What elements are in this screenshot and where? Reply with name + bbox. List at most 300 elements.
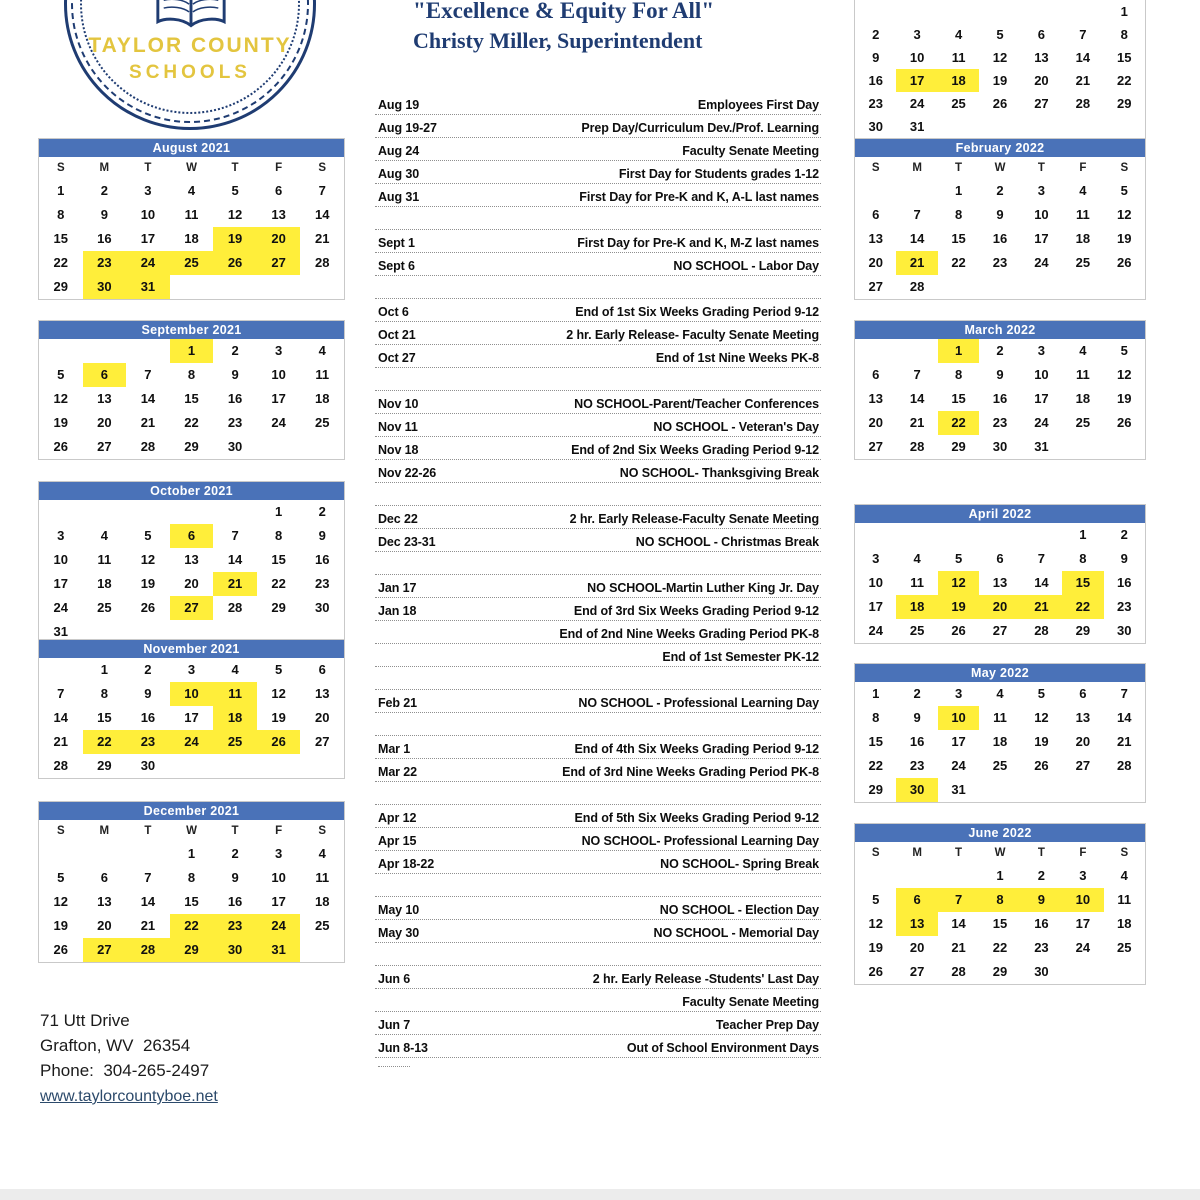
- event-date: Sept 1: [378, 236, 415, 250]
- day-cell: 10: [1034, 207, 1049, 222]
- calendar-week-row: [855, 523, 1145, 547]
- day-cell: 6: [1079, 686, 1087, 701]
- day-cell: 19: [140, 576, 156, 591]
- day-cell-highlighted: 18: [938, 69, 979, 92]
- weekday-label: S: [56, 162, 65, 174]
- website-link[interactable]: www.taylorcountyboe.net: [40, 1088, 218, 1105]
- day-cell: 3: [872, 551, 880, 566]
- day-cell-highlighted: 8: [979, 888, 1020, 912]
- right-column: [854, 0, 1146, 1000]
- calendar-week-row: [855, 251, 1145, 275]
- event-row: [375, 828, 821, 851]
- day-cell: 12: [53, 894, 69, 909]
- day-cell: [1062, 778, 1103, 802]
- day-cell: 31: [909, 119, 925, 134]
- event-row: [375, 506, 821, 529]
- day-cell-highlighted: 6: [170, 524, 214, 548]
- event-date: Aug 24: [378, 144, 420, 158]
- weekday-label: S: [871, 847, 880, 859]
- day-cell: 18: [1075, 391, 1091, 406]
- day-cell: [1021, 523, 1062, 547]
- superintendent-name: Christy Miller, Superintendent: [413, 28, 703, 53]
- day-cell: 12: [140, 552, 156, 567]
- day-cell-highlighted: 30: [213, 938, 257, 962]
- day-cell: 14: [1075, 50, 1091, 65]
- day-cell: 1: [1120, 4, 1128, 19]
- weekday-label: T: [955, 162, 963, 174]
- day-cell-highlighted: 23: [126, 730, 170, 754]
- calendar-week-row: [39, 682, 344, 706]
- day-cell: 4: [954, 27, 963, 42]
- day-cell: 16: [227, 894, 243, 909]
- day-cell: [979, 523, 1020, 547]
- day-cell: [896, 179, 937, 203]
- month-title: December 2021: [39, 802, 344, 820]
- event-description: NO SCHOOL - Christmas Break: [635, 535, 819, 549]
- day-cell: 27: [1075, 758, 1091, 773]
- day-cell-highlighted: 30: [896, 778, 937, 802]
- day-cell-highlighted: 20: [257, 227, 301, 251]
- day-cell-highlighted: 10: [1062, 888, 1103, 912]
- day-cell: 25: [314, 415, 330, 430]
- day-cell: 17: [1075, 916, 1091, 931]
- day-cell: 12: [1117, 367, 1132, 382]
- day-cell: 29: [53, 279, 69, 294]
- day-cell: [126, 842, 170, 866]
- day-cell: 15: [951, 231, 966, 246]
- day-cell: 25: [1075, 415, 1091, 430]
- event-description: NO SCHOOL- Thanksgiving Break: [619, 466, 819, 480]
- day-cell-highlighted: 24: [126, 251, 170, 275]
- month-may-2022: [854, 663, 1146, 803]
- day-cell: 24: [271, 415, 286, 430]
- day-cell: 7: [144, 870, 152, 885]
- day-cell: 28: [951, 964, 966, 979]
- day-cell: 30: [1117, 623, 1132, 638]
- day-cell: 15: [184, 894, 199, 909]
- district-header: [375, 0, 821, 54]
- day-cell: 5: [144, 528, 152, 543]
- event-date: Jun 8-13: [378, 1041, 428, 1055]
- weekday-label: T: [231, 162, 239, 174]
- day-cell: 20: [909, 940, 925, 955]
- day-cell: 9: [318, 528, 326, 543]
- weekday-label: M: [99, 825, 110, 837]
- day-cell: 2: [913, 686, 921, 701]
- event-description: End of 2nd Six Weeks Grading Period 9-12: [571, 443, 819, 457]
- day-cell: 7: [318, 183, 326, 198]
- day-cell: [39, 500, 83, 524]
- day-cell: [1062, 0, 1103, 23]
- day-cell: [83, 339, 127, 363]
- day-cell: 9: [996, 207, 1004, 222]
- event-description: Faculty Senate Meeting: [682, 995, 819, 1009]
- calendar-week-row: [39, 938, 344, 962]
- day-cell: 2: [872, 27, 880, 42]
- day-cell: [39, 339, 83, 363]
- day-cell: 12: [53, 391, 69, 406]
- day-cell: 1: [187, 846, 196, 861]
- day-cell-highlighted: 24: [257, 914, 301, 938]
- day-cell: 26: [53, 439, 69, 454]
- day-cell: 13: [1075, 710, 1091, 725]
- day-cell: 1: [275, 504, 283, 519]
- day-cell: 7: [1120, 686, 1128, 701]
- event-spacer-row: [375, 943, 821, 966]
- event-spacer-row: [375, 713, 821, 736]
- weekday-label: W: [186, 162, 197, 174]
- month-title: October 2021: [39, 482, 344, 500]
- event-description: NO SCHOOL- Spring Break: [660, 857, 819, 871]
- day-cell: [1062, 960, 1103, 984]
- day-cell: 20: [184, 576, 199, 591]
- day-cell: 5: [954, 551, 963, 566]
- day-cell: 15: [951, 391, 966, 406]
- calendar-week-row: [855, 411, 1145, 435]
- month-title: June 2022: [855, 824, 1145, 842]
- day-cell-highlighted: 22: [1062, 595, 1103, 619]
- day-cell: 20: [1075, 734, 1091, 749]
- day-cell: 6: [872, 367, 880, 382]
- day-cell-highlighted: 27: [83, 938, 127, 962]
- event-date: May 30: [378, 926, 420, 940]
- day-cell: 4: [318, 846, 326, 861]
- calendar-week-row: [855, 547, 1145, 571]
- event-spacer-row: [375, 782, 821, 805]
- day-cell: [1104, 275, 1145, 299]
- day-cell: 14: [227, 552, 243, 567]
- day-cell: 16: [314, 552, 330, 567]
- day-cell: 7: [913, 207, 921, 222]
- event-description: NO SCHOOL-Parent/Teacher Conferences: [574, 397, 819, 411]
- day-cell-highlighted: 26: [257, 730, 301, 754]
- day-cell: 11: [993, 710, 1007, 725]
- event-row: [375, 322, 821, 345]
- day-cell: 26: [1117, 255, 1132, 270]
- month-title: November 2021: [39, 640, 344, 658]
- weekday-label: S: [1120, 162, 1129, 174]
- day-cell: 19: [1034, 734, 1049, 749]
- day-cell: 12: [1117, 207, 1132, 222]
- day-cell-highlighted: 28: [126, 938, 170, 962]
- event-row: [375, 920, 821, 943]
- day-cell: 13: [97, 391, 112, 406]
- event-row: [375, 138, 821, 161]
- event-row: [375, 345, 821, 368]
- month-february-2022: [854, 138, 1146, 300]
- day-cell-highlighted: 29: [170, 938, 214, 962]
- event-date: Oct 27: [378, 351, 416, 365]
- day-cell: 16: [97, 231, 112, 246]
- calendar-week-row: [39, 914, 344, 938]
- day-cell: 19: [53, 918, 69, 933]
- event-row: [375, 736, 821, 759]
- day-cell: [213, 754, 257, 778]
- calendar-week-row: [855, 363, 1145, 387]
- event-date: Nov 10: [378, 397, 419, 411]
- day-cell: [300, 435, 344, 459]
- day-cell-highlighted: 31: [126, 275, 170, 299]
- calendar-week-row: [855, 227, 1145, 251]
- day-cell: [126, 500, 170, 524]
- day-cell: [83, 842, 127, 866]
- day-cell-highlighted: 19: [213, 227, 257, 251]
- event-spacer-row: [375, 483, 821, 506]
- day-cell-highlighted: 17: [896, 69, 937, 92]
- day-cell: [896, 864, 937, 888]
- day-cell: 30: [1034, 964, 1049, 979]
- day-cell: [83, 500, 127, 524]
- day-cell: 22: [184, 415, 199, 430]
- day-cell: 21: [1117, 734, 1132, 749]
- day-cell: 26: [1117, 415, 1132, 430]
- weekday-label: S: [318, 825, 327, 837]
- day-cell: 3: [1037, 343, 1046, 358]
- event-spacer-row: [375, 276, 821, 299]
- day-cell: [896, 0, 937, 23]
- event-description: 2 hr. Early Release -Students' Last Day: [592, 972, 819, 986]
- district-motto: "Excellence & Equity For All": [413, 0, 715, 23]
- day-cell: 15: [184, 391, 199, 406]
- day-cell: 31: [951, 782, 966, 797]
- day-cell: [855, 523, 896, 547]
- day-cell: 30: [314, 600, 330, 615]
- day-cell-highlighted: 23: [213, 914, 257, 938]
- calendar-week-row: [855, 888, 1145, 912]
- day-cell: [979, 0, 1020, 23]
- day-cell: 14: [140, 894, 156, 909]
- day-cell: [896, 339, 937, 363]
- calendar-week-row: [855, 435, 1145, 459]
- day-cell: 10: [271, 367, 286, 382]
- calendar-week-row: [855, 0, 1145, 23]
- day-cell: 13: [271, 207, 286, 222]
- day-cell: 24: [909, 96, 925, 111]
- weekday-label: S: [56, 825, 65, 837]
- event-row: [375, 851, 821, 874]
- day-cell: 7: [1037, 551, 1046, 566]
- day-cell-highlighted: 23: [83, 251, 127, 275]
- event-row: [375, 897, 821, 920]
- day-cell-highlighted: 26: [213, 251, 257, 275]
- day-cell: 11: [315, 367, 330, 382]
- day-cell: 10: [909, 50, 925, 65]
- day-cell: [1062, 435, 1103, 459]
- day-cell: 27: [97, 439, 112, 454]
- event-date: Oct 6: [378, 305, 409, 319]
- day-cell-highlighted: 21: [896, 251, 937, 275]
- day-cell: 31: [1034, 439, 1049, 454]
- day-cell: 27: [992, 623, 1008, 638]
- day-cell: [938, 523, 979, 547]
- day-cell: 20: [97, 415, 112, 430]
- month-title: September 2021: [39, 321, 344, 339]
- day-cell: 25: [97, 600, 112, 615]
- day-cell-highlighted: 21: [1021, 595, 1062, 619]
- weekday-label: F: [1079, 847, 1087, 859]
- day-cell-highlighted: 9: [1021, 888, 1062, 912]
- day-cell: 29: [97, 758, 112, 773]
- event-date: Feb 21: [378, 696, 417, 710]
- event-description: NO SCHOOL - Election Day: [659, 903, 819, 917]
- calendar-week-row: [39, 363, 344, 387]
- day-cell: 24: [951, 758, 966, 773]
- day-cell: 28: [314, 255, 330, 270]
- event-row: [375, 437, 821, 460]
- day-cell: 9: [144, 686, 152, 701]
- day-cell: 14: [314, 207, 330, 222]
- day-cell-highlighted: 15: [1062, 571, 1103, 595]
- month-title: April 2022: [855, 505, 1145, 523]
- day-cell: 14: [53, 710, 69, 725]
- day-cell-highlighted: 21: [213, 572, 257, 596]
- calendar-week-row: [855, 912, 1145, 936]
- weekday-label: M: [912, 162, 922, 174]
- day-cell: 23: [992, 415, 1008, 430]
- day-cell: 18: [97, 576, 112, 591]
- calendar-week-row: [39, 890, 344, 914]
- weekday-label: S: [871, 162, 880, 174]
- day-cell: 27: [314, 734, 330, 749]
- event-description: NO SCHOOL- Professional Learning Day: [581, 834, 819, 848]
- day-cell: 2: [996, 343, 1004, 358]
- day-cell: 25: [1075, 255, 1091, 270]
- weekday-label: T: [231, 825, 239, 837]
- event-description: NO SCHOOL - Memorial Day: [653, 926, 819, 940]
- day-cell: 4: [187, 183, 196, 198]
- day-cell: [213, 500, 257, 524]
- calendar-week-row: [39, 754, 344, 778]
- day-cell-highlighted: 27: [170, 596, 214, 620]
- calendar-week-row: [855, 778, 1145, 802]
- day-cell: 13: [314, 686, 330, 701]
- day-cell: 17: [1034, 391, 1049, 406]
- month-title: February 2022: [855, 139, 1145, 157]
- month-january-2022-partial: [854, 0, 1146, 139]
- address-line-2: Grafton, WV 26354: [40, 1036, 191, 1055]
- event-description: Out of School Environment Days: [626, 1041, 819, 1055]
- day-cell: [213, 275, 257, 299]
- event-date: Nov 22-26: [378, 466, 437, 480]
- calendar-week-row: [855, 936, 1145, 960]
- day-cell: [1021, 115, 1062, 138]
- event-description: First Day for Students grades 1-12: [618, 167, 819, 181]
- event-row: [375, 184, 821, 207]
- day-cell: 22: [951, 255, 966, 270]
- event-row: [375, 115, 821, 138]
- event-description: First Day for Pre-K and K, A-L last names: [579, 190, 819, 204]
- day-cell: 23: [909, 758, 925, 773]
- event-description: End of 1st Semester PK-12: [662, 650, 819, 664]
- day-cell: 28: [227, 600, 243, 615]
- event-description: First Day for Pre-K and K, M-Z last names: [577, 236, 819, 250]
- calendar-week-row: [855, 571, 1145, 595]
- calendar-week-row: [855, 706, 1145, 730]
- day-cell: 4: [231, 662, 239, 677]
- weekday-label: T: [144, 825, 152, 837]
- day-cell: 15: [97, 710, 112, 725]
- day-cell: 3: [275, 343, 283, 358]
- day-cell: 5: [57, 367, 65, 382]
- day-cell: 2: [1120, 527, 1128, 542]
- day-cell: 17: [271, 894, 286, 909]
- calendar-week-row: [39, 251, 344, 275]
- page-bottom-edge: [0, 1189, 1200, 1200]
- event-date: Nov 18: [378, 443, 419, 457]
- day-cell: 24: [1075, 940, 1091, 955]
- day-cell: 4: [100, 528, 108, 543]
- day-cell: 6: [275, 183, 283, 198]
- day-cell: [257, 754, 301, 778]
- day-cell: 1: [954, 183, 963, 198]
- day-cell: 3: [57, 528, 65, 543]
- day-cell-highlighted: 10: [938, 706, 979, 730]
- day-cell: [1021, 275, 1062, 299]
- day-cell-highlighted: 19: [938, 595, 979, 619]
- day-cell: 1: [100, 662, 108, 677]
- weekday-label: T: [1037, 162, 1045, 174]
- day-cell: 22: [868, 758, 883, 773]
- day-cell-highlighted: 18: [896, 595, 937, 619]
- day-cell-highlighted: 12: [938, 571, 979, 595]
- day-cell: 11: [951, 50, 966, 65]
- event-description: End of 3rd Nine Weeks Grading Period PK-8: [562, 765, 819, 779]
- day-cell: 21: [140, 918, 156, 933]
- day-cell: 28: [909, 439, 925, 454]
- day-cell-highlighted: 18: [213, 706, 257, 730]
- day-cell: 29: [1075, 623, 1091, 638]
- day-cell-highlighted: 25: [213, 730, 257, 754]
- day-cell: 8: [187, 367, 196, 382]
- day-cell: 2: [1037, 868, 1046, 883]
- event-date: Aug 30: [378, 167, 420, 181]
- day-cell: 6: [1037, 27, 1046, 42]
- weekday-label: W: [994, 847, 1006, 859]
- logo-text-line1: TAYLOR COUNTY: [88, 34, 292, 57]
- event-date: Oct 21: [378, 328, 416, 342]
- calendar-week-row: [39, 179, 344, 203]
- event-spacer-row: [375, 368, 821, 391]
- events-list: [375, 92, 821, 1058]
- event-description: Teacher Prep Day: [715, 1018, 819, 1032]
- weekday-label: T: [1037, 847, 1045, 859]
- day-cell: 26: [868, 964, 883, 979]
- day-cell: 11: [97, 552, 112, 567]
- day-cell: 1: [872, 686, 880, 701]
- weekday-label: T: [955, 847, 963, 859]
- day-cell: 5: [275, 662, 283, 677]
- day-cell: [257, 435, 301, 459]
- day-cell: 20: [868, 255, 883, 270]
- day-cell: 25: [314, 918, 330, 933]
- day-cell: 11: [910, 575, 924, 590]
- event-date: Dec 22: [378, 512, 418, 526]
- day-cell: 16: [227, 391, 243, 406]
- weekday-label: F: [275, 162, 283, 174]
- day-cell: 29: [271, 600, 286, 615]
- day-cell: 29: [992, 964, 1008, 979]
- month-march-2022: [854, 320, 1146, 460]
- day-cell: 28: [140, 439, 156, 454]
- day-cell: 13: [184, 552, 199, 567]
- day-cell: 8: [1079, 551, 1087, 566]
- day-cell: 6: [996, 551, 1004, 566]
- event-description: End of 1st Six Weeks Grading Period 9-12: [575, 305, 819, 319]
- day-cell: [39, 658, 83, 682]
- calendar-week-row: [39, 572, 344, 596]
- day-cell: 3: [913, 27, 921, 42]
- day-cell: [1104, 115, 1145, 138]
